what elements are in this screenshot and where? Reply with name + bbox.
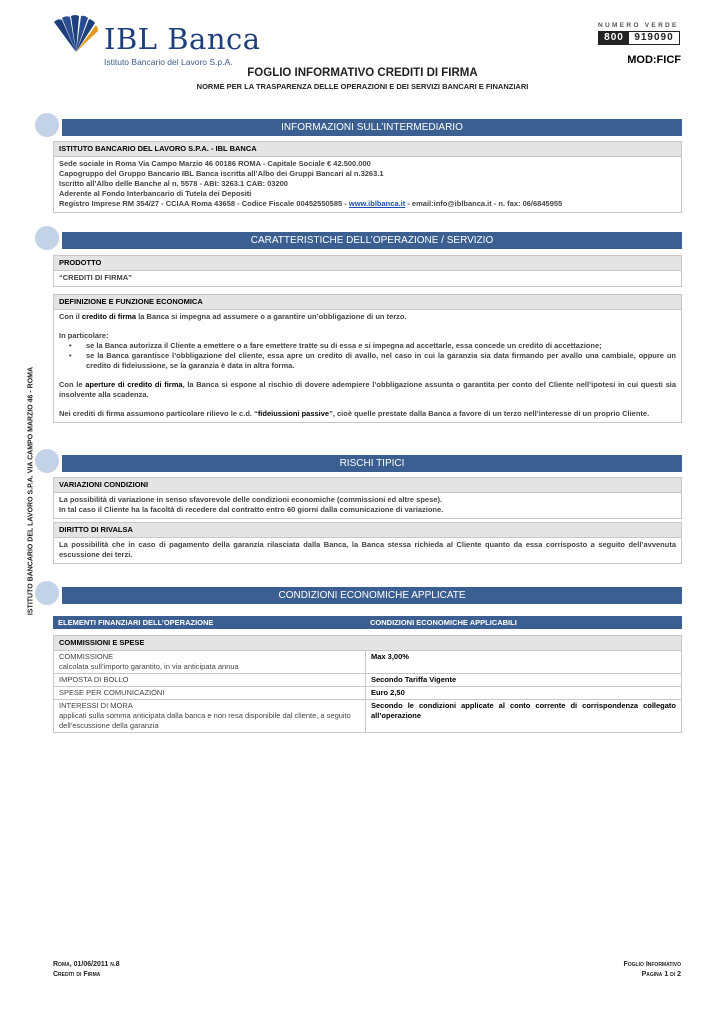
row-value: Max 3,00%	[371, 652, 409, 661]
table-subheader: COMMISSIONI E SPESE	[53, 635, 682, 651]
footer-left	[53, 960, 120, 980]
prodotto-label: PRODOTTO	[54, 256, 681, 271]
shell-fan-logo-icon	[52, 14, 100, 54]
row-value: Secondo Tariffa Vigente	[371, 675, 457, 684]
variazioni-text: La possibilità di variazione in senso sfavorevole delle condizioni economiche (commissioni ed altre spese).	[59, 495, 443, 504]
intermediario-line: - email:info@iblbanca.it - n. fax: 06/6845955	[405, 199, 563, 208]
document-subtitle: NORME PER LA TRASPARENZA DELLE OPERAZIONI E DEI SERVIZI BANCARI E FINANZIARI	[196, 82, 529, 91]
section-header-condizioni	[35, 583, 682, 605]
footer-doc-type: Foglio Informativo	[623, 961, 681, 968]
numero-verde	[598, 22, 680, 45]
section-title: CONDIZIONI ECONOMICHE APPLICATE	[62, 587, 682, 604]
condizioni-table	[53, 616, 682, 733]
numero-verde-label: NUMERO VERDE	[598, 22, 679, 29]
section-title: CARATTERISTICHE DELL’OPERAZIONE / SERVIZIO	[62, 232, 682, 249]
row-value: Euro 2,50	[371, 688, 405, 697]
row-note: calcolata sull’importo garantito, in via anticipata annua	[59, 662, 239, 671]
intermediario-line: Iscritto all’Albo delle Banche al n. 5578 - ABI: 3263.1 CAB: 03200	[59, 179, 288, 188]
variazioni-label: VARIAZIONI CONDIZIONI	[54, 478, 681, 493]
section-bullet-circle	[35, 113, 59, 137]
section-header-rischi	[35, 451, 682, 473]
rivalsa-box	[53, 522, 682, 564]
definizione-bullet: • se la Banca garantisce l’obbligazione del cliente, essa apre un credito di avallo, nel caso in cui la garanzia sia data firmando per avallo una cambiale, oppure un credito di fideiussione, se la garanzia è data in altra forma.	[59, 351, 676, 371]
definizione-text: ”, cioè quelle prestate dalla Banca a favore di un terzo nell’interesse di un proprio Cliente.	[329, 409, 650, 418]
module-code: MOD:FICF	[627, 54, 681, 66]
logo-name: IBL Banca	[104, 22, 261, 56]
logo-subtitle: Istituto Bancario del Lavoro S.p.A.	[104, 57, 233, 67]
intermediario-line: Registro Imprese RM 354/27 - CCIAA Roma 43658 - Codice Fiscale 00452550585 -	[59, 199, 349, 208]
row-label: IMPOSTA DI BOLLO	[59, 675, 129, 684]
definizione-label: DEFINIZIONE E FUNZIONE ECONOMICA	[54, 295, 681, 310]
document-title: FOGLIO INFORMATIVO CREDITI DI FIRMA	[247, 67, 478, 79]
variazioni-box	[53, 477, 682, 519]
definizione-box	[53, 294, 682, 423]
intermediario-line: Aderente al Fondo Interbancario di Tutela dei Depositi	[59, 189, 252, 198]
section-header-intermediario	[35, 115, 682, 137]
sidebar-text: ISTITUTO BANCARIO DEL LAVORO S.P.A. VIA CAMPO MARZIO 46 - ROMA	[27, 366, 35, 616]
ibl-banca-logo	[52, 14, 261, 70]
section-title: RISCHI TIPICI	[62, 455, 682, 472]
page-number: Pagina 1 di 2	[641, 971, 681, 978]
definizione-text: Nei crediti di firma assumono particolare rilievo le c.d. “	[59, 409, 258, 418]
section-bullet-circle	[35, 581, 59, 605]
table-row	[53, 700, 682, 733]
table-header-col1: ELEMENTI FINANZIARI DELL’OPERAZIONE	[58, 618, 214, 627]
row-label: SPESE PER COMUNICAZIONI	[59, 688, 165, 697]
intermediario-line: Sede sociale in Roma Via Campo Marzio 46 00186 ROMA - Capitale Sociale € 42.500.000	[59, 159, 371, 168]
table-header-col2: CONDIZIONI ECONOMICHE APPLICABILI	[370, 618, 517, 627]
section-title: INFORMAZIONI SULL’INTERMEDIARIO	[62, 119, 682, 136]
definizione-text: , la Banca si espone al rischio di dovere adempiere l’obbligazione assunta o garantita per conto del Cliente nell’ipotesi in cui questi sia insolvente alla scadenza.	[59, 380, 676, 399]
prodotto-box	[53, 255, 682, 287]
definizione-text: Con il	[59, 312, 82, 321]
definizione-text: la Banca si impegna ad assumere o a garantire un’obbligazione di un terzo.	[136, 312, 407, 321]
variazioni-text: In tal caso il Cliente ha la facoltà di recedere dal contratto entro 60 giorni dalla comunicazione di variazione.	[59, 505, 444, 514]
definizione-highlight: fideiussioni passive	[257, 409, 330, 418]
definizione-highlight: aperture di credito di firma	[85, 380, 183, 389]
footer-product: Crediti di Firma	[53, 971, 101, 978]
definizione-text: In particolare:	[59, 331, 109, 340]
numero-verde-number: 919090	[634, 32, 674, 43]
definizione-highlight: credito di firma	[81, 312, 137, 321]
website-link[interactable]: www.iblbanca.it	[348, 199, 406, 208]
row-label: INTERESSI DI MORA	[59, 701, 133, 710]
section-bullet-circle	[35, 449, 59, 473]
row-label: COMMISSIONE	[59, 652, 114, 661]
intermediario-line: Capogruppo del Gruppo Bancario IBL Banca iscritta all’Albo dei Gruppi Bancari al n.3263.1	[59, 169, 384, 178]
definizione-bullet: • se la Banca autorizza il Cliente a emettere o a fare emettere tratte su di essa e si impegna ad accettarle, essa concede un credito di accettazione;	[59, 341, 676, 351]
section-bullet-circle	[35, 226, 59, 250]
table-row	[53, 674, 682, 687]
section-header-caratteristiche	[35, 228, 682, 250]
definizione-text: Con le	[59, 380, 86, 389]
numero-verde-prefix: 800	[599, 32, 629, 44]
table-header	[53, 616, 682, 629]
intermediario-box-title: ISTITUTO BANCARIO DEL LAVORO S.P.A. - IBL BANCA	[54, 142, 681, 157]
row-value: Secondo le condizioni applicate al conto corrente di corrispondenza collegato all’operazione	[371, 701, 676, 720]
prodotto-value: “CREDITI DI FIRMA”	[59, 273, 132, 282]
footer-date: Roma, 01/06/2011 n.8	[53, 961, 120, 968]
intermediario-box	[53, 141, 682, 213]
table-row	[53, 651, 682, 674]
rivalsa-label: DIRITTO DI RIVALSA	[54, 523, 681, 538]
row-note: applicati sulla somma anticipata dalla banca e non resa disponibile dal cliente, a seguito dell’escussione della garanzia	[59, 711, 351, 730]
footer-right	[623, 960, 681, 980]
table-row	[53, 687, 682, 700]
rivalsa-text: La possibilità che in caso di pagamento della garanzia rilasciata dalla Banca, la Banca stessa richieda al Cliente quanto da essa corrisposto a seguito dell’avvenuta escussione dei terzi.	[59, 540, 676, 559]
